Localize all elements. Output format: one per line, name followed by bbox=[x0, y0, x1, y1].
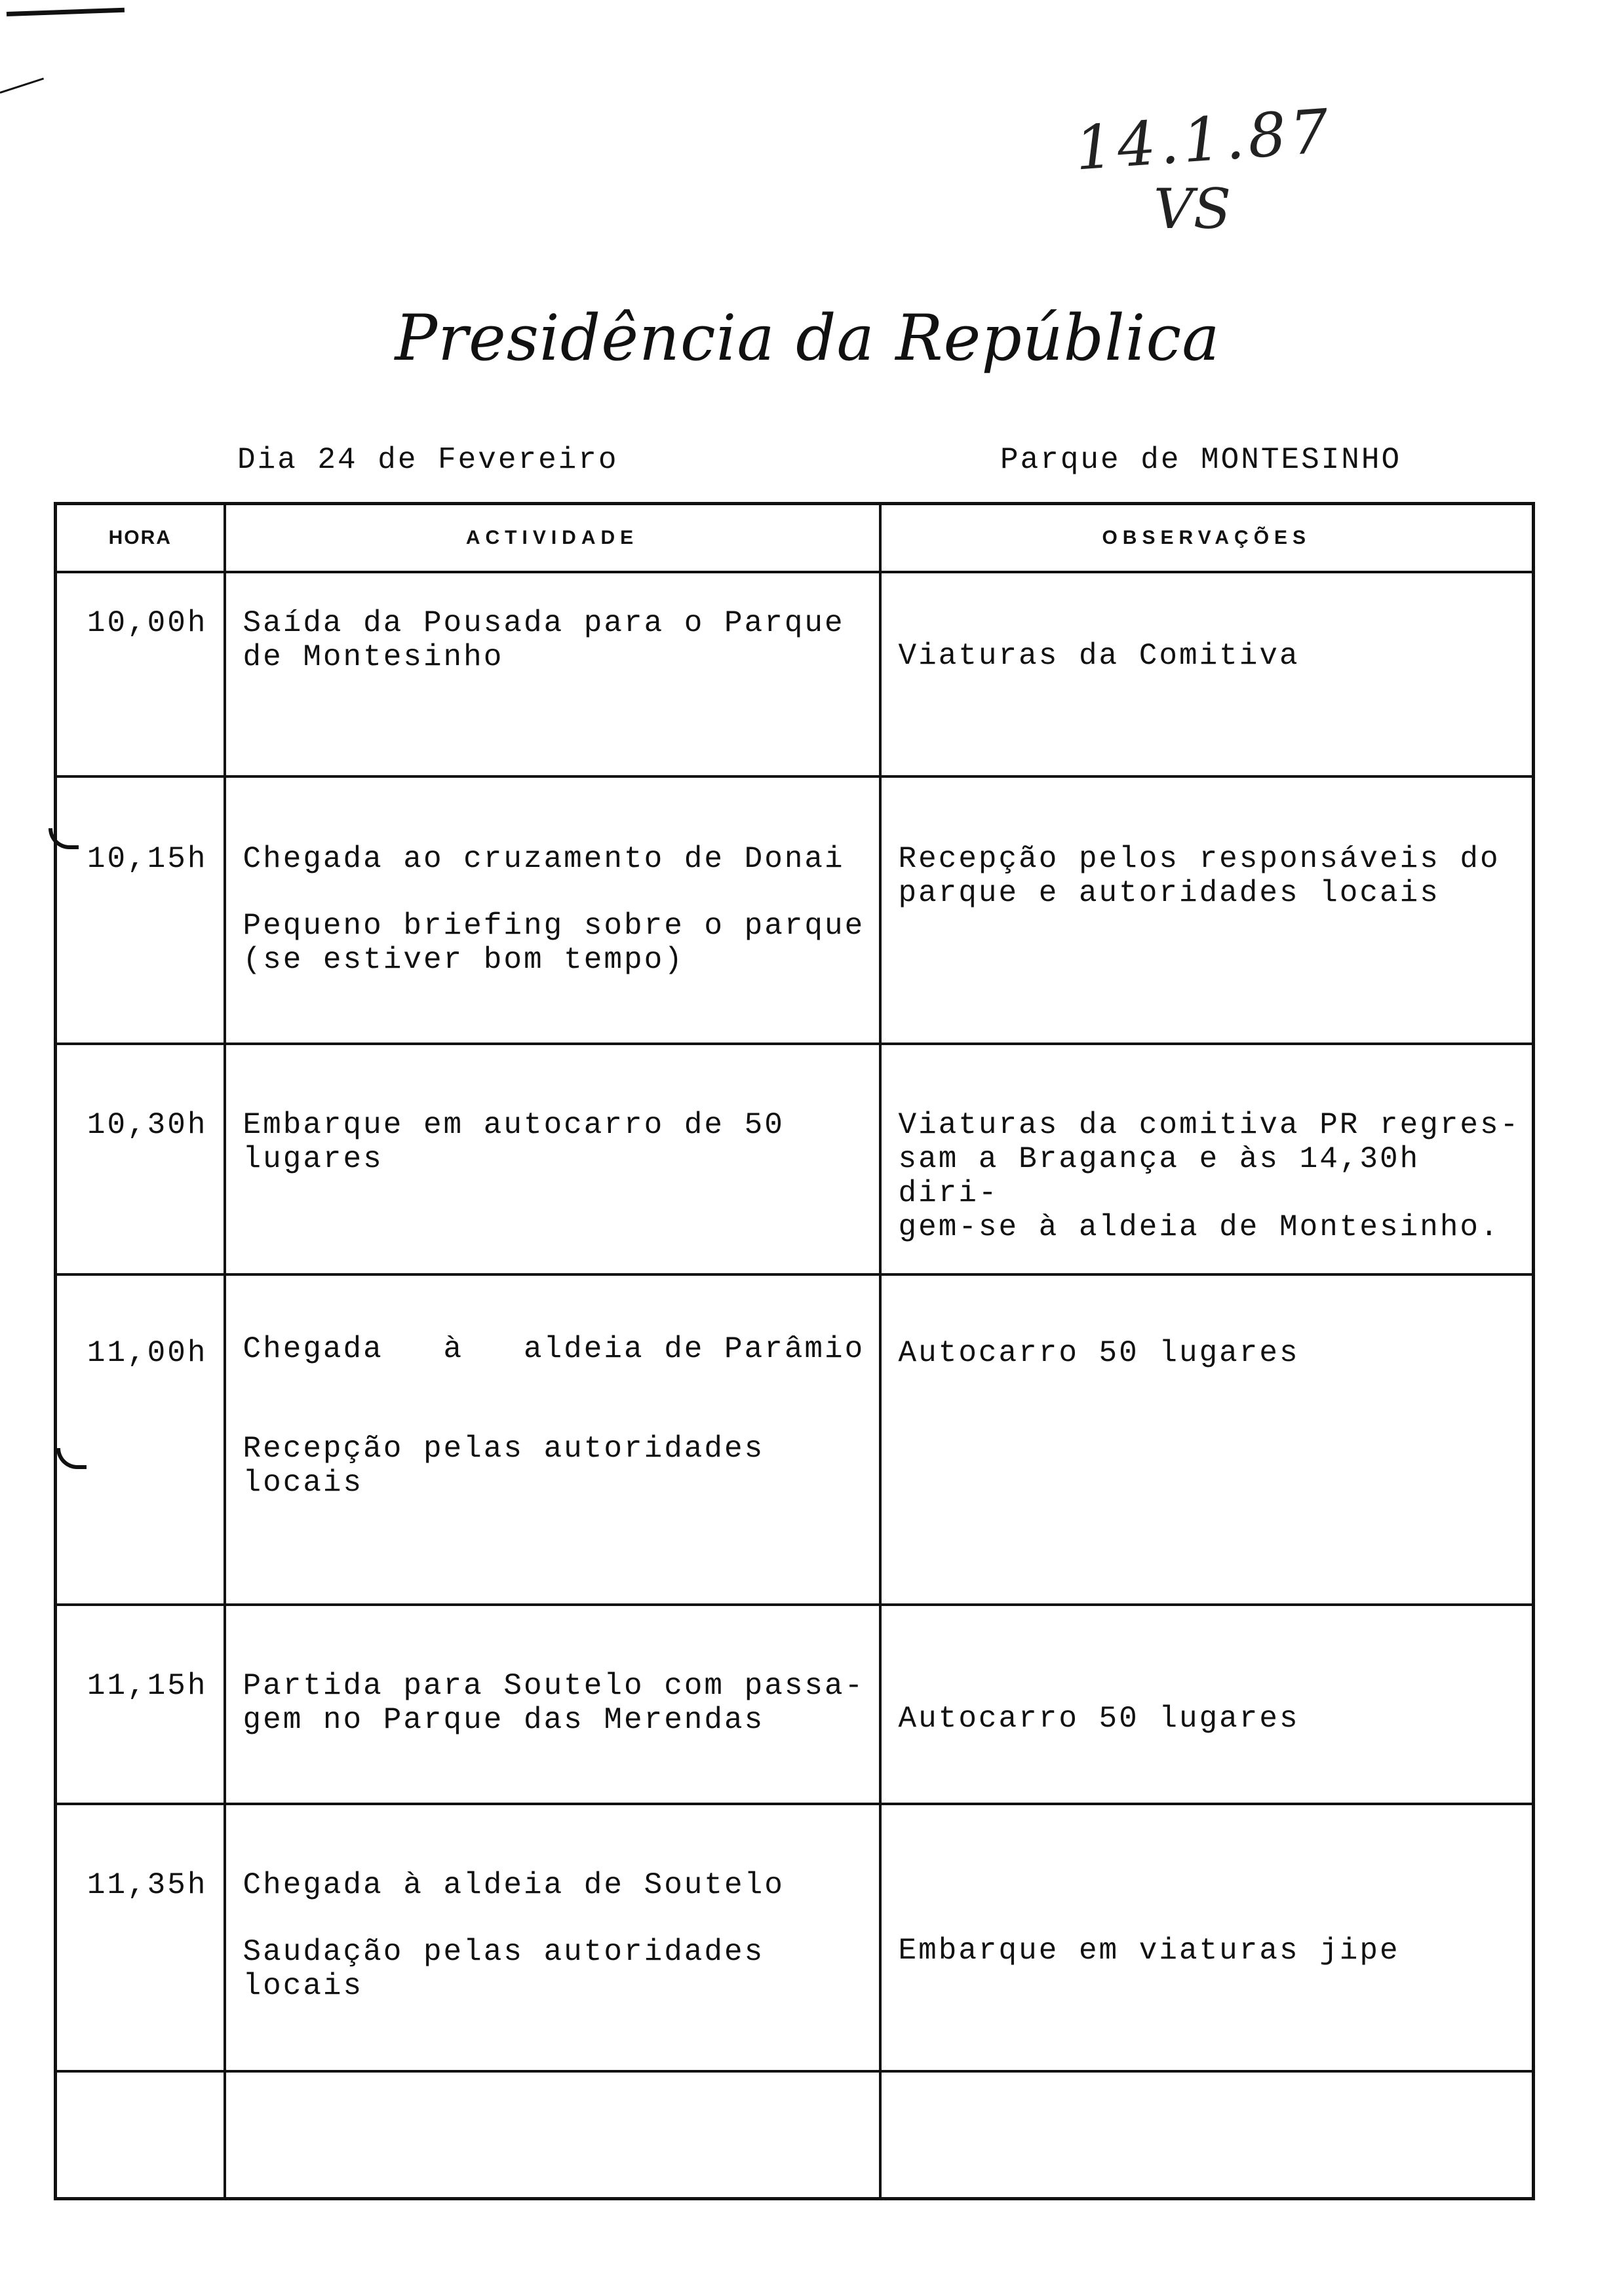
activity-cell bbox=[225, 2071, 880, 2199]
observations-text: Viaturas da Comitiva bbox=[898, 639, 1300, 673]
pen-stroke-mark bbox=[0, 77, 44, 93]
observations-cell bbox=[880, 1804, 1534, 2071]
letterhead-title: Presidência da República bbox=[395, 301, 1220, 375]
activity-cell bbox=[225, 776, 880, 1044]
table-row bbox=[56, 1044, 1534, 1274]
schedule-date: Dia 24 de Fevereiro bbox=[237, 443, 619, 477]
activity-cell bbox=[225, 1274, 880, 1605]
observations-cell bbox=[880, 776, 1534, 1044]
activity-cell bbox=[225, 1804, 880, 2071]
observations-text: Viaturas da comitiva PR regres- sam a Bragança e às 14,30h diri- gem-se à aldeia de Montesinho. bbox=[898, 1108, 1521, 1244]
time-value: 11,15h bbox=[87, 1669, 208, 1703]
observations-cell bbox=[880, 1605, 1534, 1804]
table-row-empty bbox=[56, 2071, 1534, 2199]
activity-cell bbox=[225, 1044, 880, 1274]
time-cell bbox=[56, 1274, 225, 1605]
table-row bbox=[56, 1804, 1534, 2071]
activity-text: Partida para Soutelo com passa- gem no Parque das Merendas bbox=[243, 1669, 865, 1737]
table-row bbox=[56, 776, 1534, 1044]
observations-text: Embarque em viaturas jipe bbox=[898, 1934, 1400, 1968]
handwritten-date: 14.1.87 bbox=[1072, 96, 1335, 184]
observations-cell bbox=[880, 2071, 1534, 2199]
observations-cell bbox=[880, 1274, 1534, 1605]
observations-cell bbox=[880, 572, 1534, 776]
schedule-table bbox=[54, 502, 1535, 2200]
activity-text: Saída da Pousada para o Parque de Montesinho bbox=[243, 606, 845, 674]
table-row bbox=[56, 1274, 1534, 1605]
time-cell bbox=[56, 1605, 225, 1804]
column-header-actividade: ACTIVIDADE bbox=[225, 504, 880, 573]
observations-text: Autocarro 50 lugares bbox=[898, 1336, 1300, 1370]
handwritten-initials: VS bbox=[1154, 177, 1232, 241]
activity-text: Chegada à aldeia de Soutelo bbox=[243, 1868, 785, 1902]
activity-text: Embarque em autocarro de 50 lugares bbox=[243, 1108, 785, 1176]
column-header-hora: HORA bbox=[56, 504, 225, 573]
activity-text: Recepção pelas autoridades locais bbox=[243, 1432, 765, 1500]
activity-text: Pequeno briefing sobre o parque (se estiver bom tempo) bbox=[243, 909, 865, 977]
activity-cell bbox=[225, 572, 880, 776]
time-cell bbox=[56, 1044, 225, 1274]
time-cell bbox=[56, 2071, 225, 2199]
observations-cell bbox=[880, 1044, 1534, 1274]
time-value: 10,15h bbox=[87, 842, 208, 876]
activity-cell bbox=[225, 1605, 880, 1804]
pen-check-mark bbox=[49, 828, 79, 849]
activity-text: Chegada à aldeia de Parâmio bbox=[243, 1332, 865, 1366]
time-cell bbox=[56, 1804, 225, 2071]
table-row bbox=[56, 572, 1534, 776]
time-cell bbox=[56, 776, 225, 1044]
time-value: 11,00h bbox=[87, 1336, 208, 1370]
time-cell bbox=[56, 572, 225, 776]
schedule-place: Parque de MONTESINHO bbox=[1000, 443, 1402, 477]
table-row bbox=[56, 1605, 1534, 1804]
table-header-row bbox=[56, 504, 1534, 573]
activity-text: Chegada ao cruzamento de Donai bbox=[243, 842, 845, 876]
time-value: 10,30h bbox=[87, 1108, 208, 1142]
pen-stroke-mark bbox=[7, 8, 125, 16]
time-value: 11,35h bbox=[87, 1868, 208, 1902]
observations-text: Autocarro 50 lugares bbox=[898, 1702, 1300, 1736]
activity-text: Saudação pelas autoridades locais bbox=[243, 1935, 765, 2003]
column-header-observacoes: OBSERVAÇÕES bbox=[880, 504, 1534, 573]
observations-text: Recepção pelos responsáveis do parque e autoridades locais bbox=[898, 842, 1500, 910]
time-value: 10,00h bbox=[87, 606, 208, 640]
